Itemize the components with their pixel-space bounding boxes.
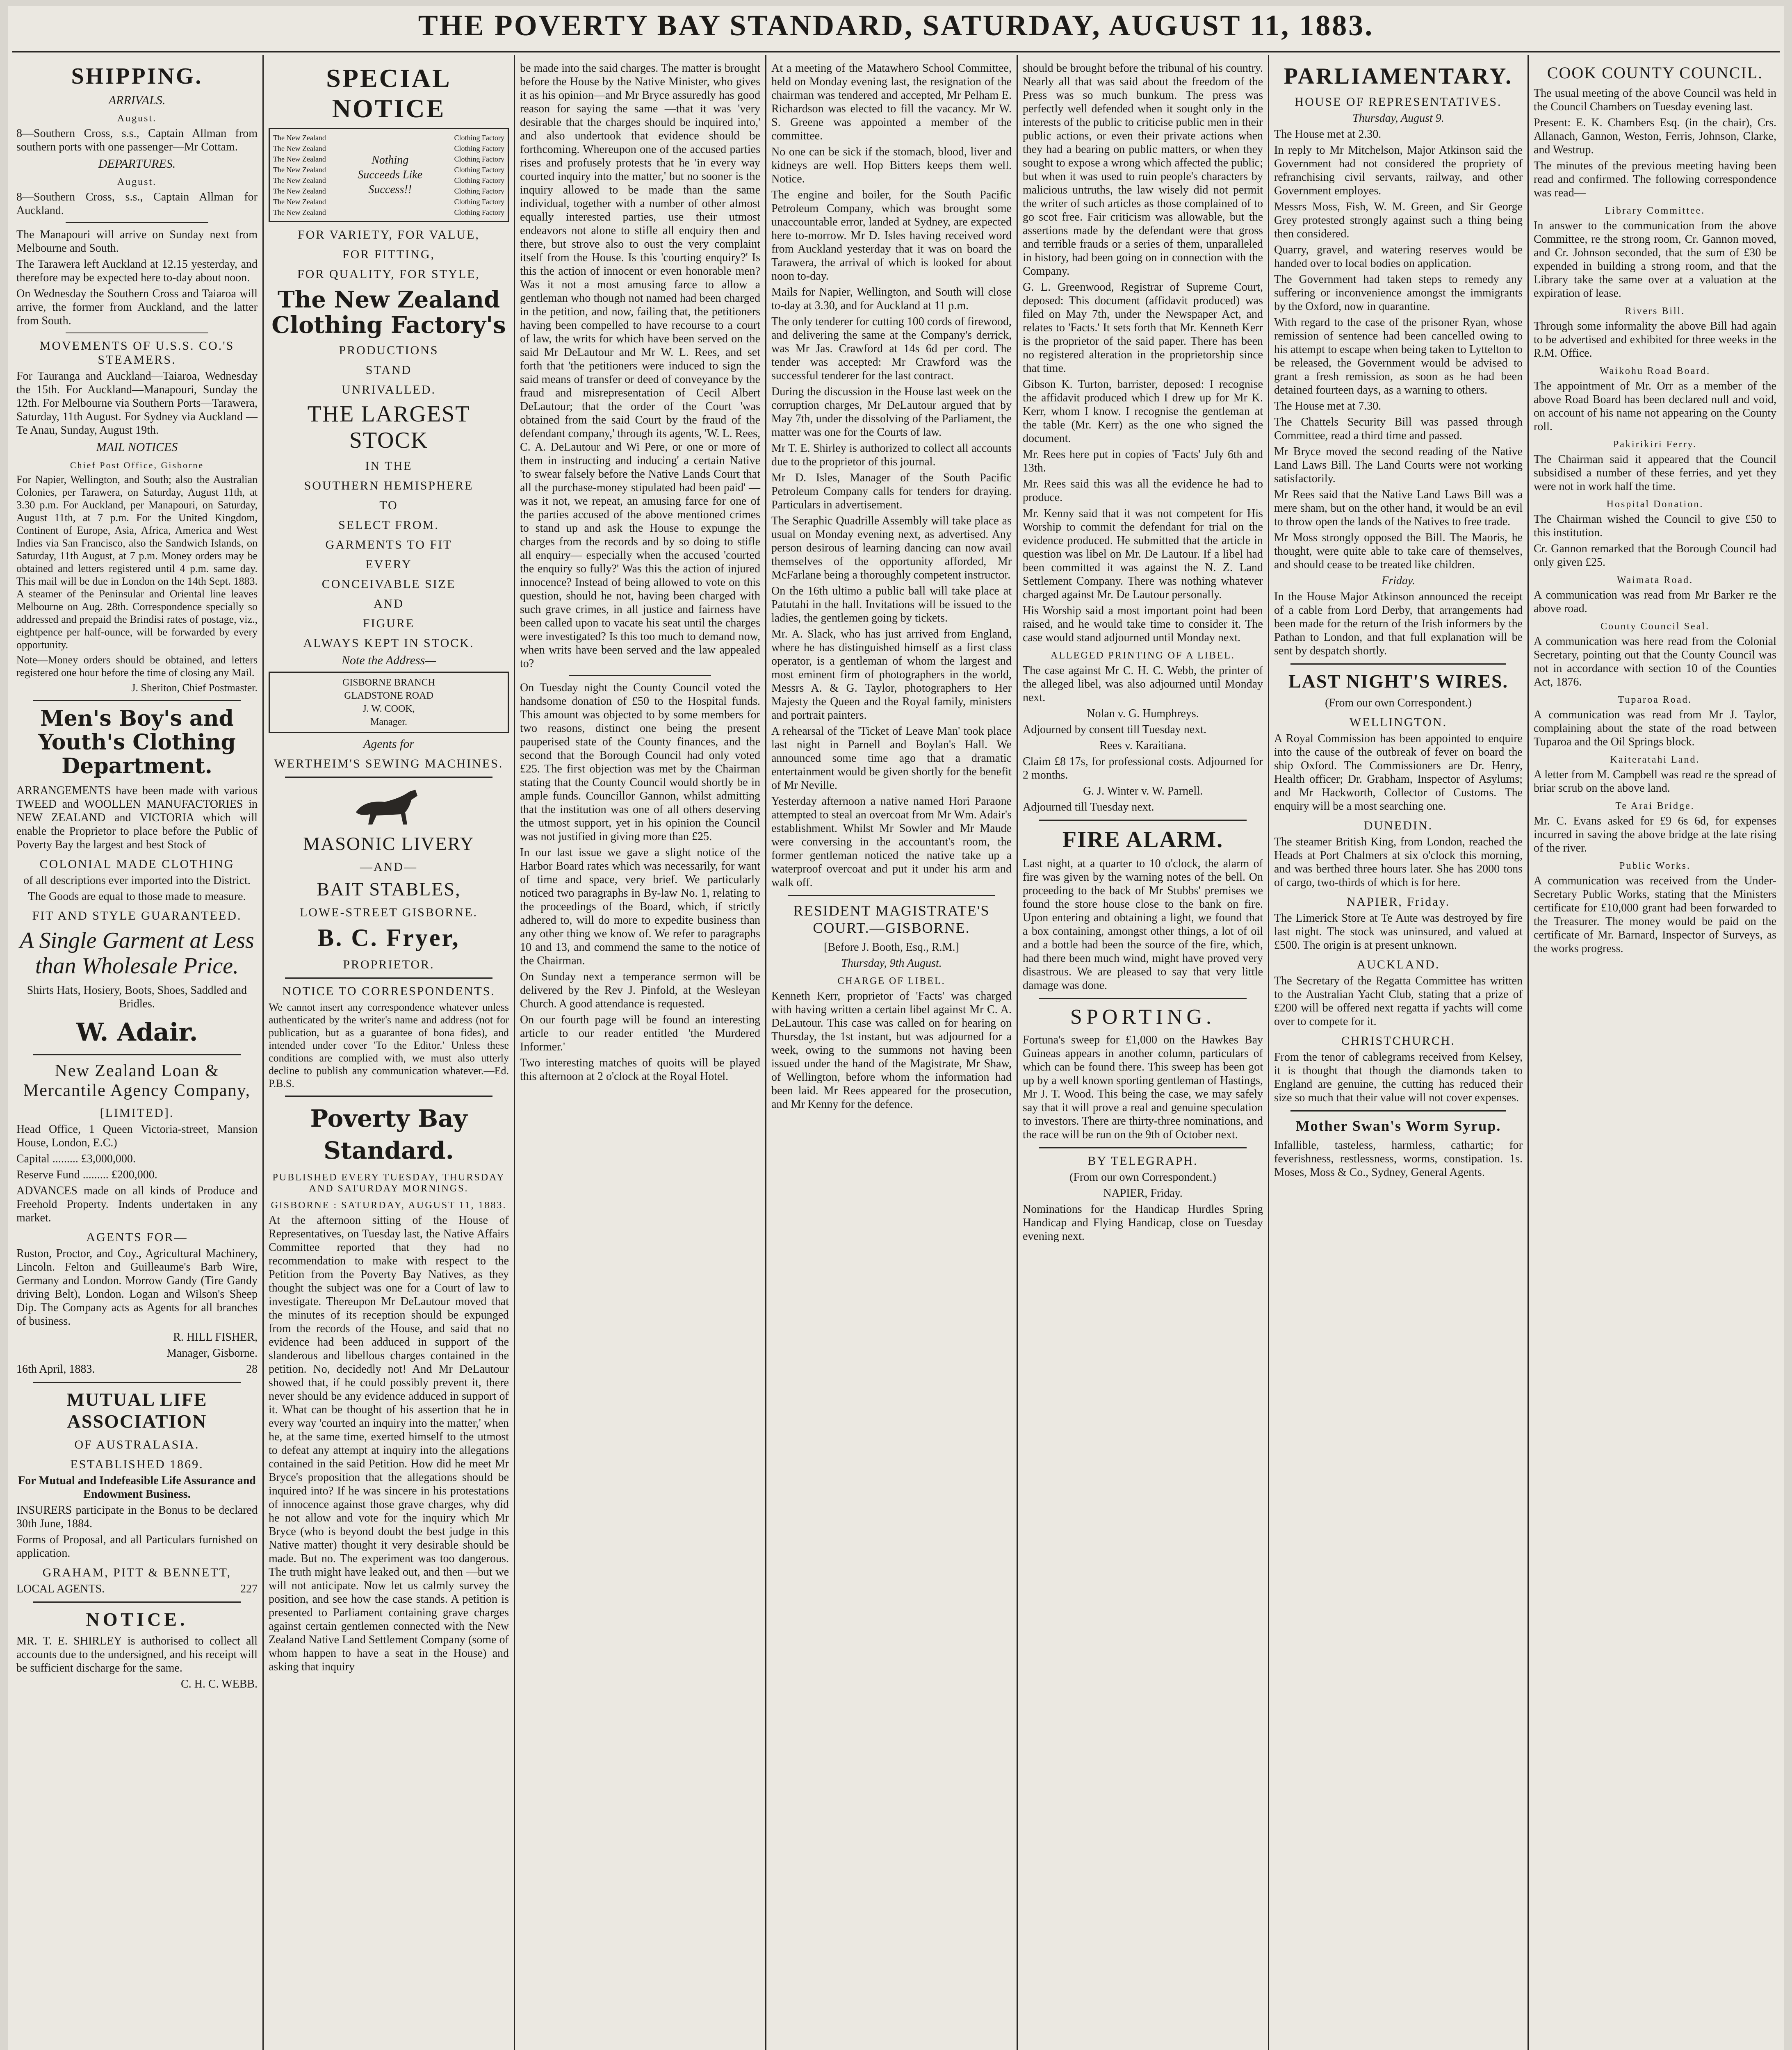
divider xyxy=(33,1601,241,1603)
divider xyxy=(285,777,492,778)
mutual-text: INSURERS participate in the Bonus to be declared 30th June, 1884. xyxy=(16,1504,258,1530)
departures-text: 8—Southern Cross, s.s., Captain Allman for Auckland. xyxy=(16,191,258,217)
capital-row: Capital ......... £3,000,000. xyxy=(16,1153,136,1165)
adair-name: W. Adair. xyxy=(76,1018,198,1047)
column-4 xyxy=(767,59,1016,2050)
fisher-date-row xyxy=(16,1362,258,1376)
council-text: A communication was here read from the Colonial Secretary, pointing out that the County Council was not in accordance with section 10 of the Counties Act, 1876. xyxy=(1534,635,1776,688)
news-item: On the 16th ultimo a public ball will take place at Patutahi in the hall. Invitations will be issued to the ladies, the gentlemen going by tickets. xyxy=(771,585,1012,624)
council-text: The Chairman said it appeared that the Council subsidised a number of these ferries, and yet they were not in work half the time. xyxy=(1534,453,1776,493)
news-item: On Sunday next a temperance sermon will be delivered by the Rev J. Pinfold, at the Wesleyan Church. A good attendance is requested. xyxy=(520,970,760,1010)
news-item: No one can be sick if the stomach, blood, liver and kidneys are well. Hop Bitters keeps them well. Notice. xyxy=(771,146,1012,185)
council-text: Present: E. K. Chambers Esq. (in the chair), Crs. Allanach, Gannon, Weston, Ferris, Johnson, Clarke, and Westrup. xyxy=(1534,116,1776,156)
graham-code: 227 xyxy=(240,1583,258,1595)
waikohu-heading: Waikohu Road Board. xyxy=(1599,366,1711,376)
movements-heading: MOVEMENTS OF U.S.S. CO.'S STEAMERS. xyxy=(39,339,235,367)
clothing-line: Clothing Factory xyxy=(454,176,504,184)
thursday-dateline: Thursday, August 9. xyxy=(1352,112,1444,125)
always-kept: ALWAYS KEPT IN STOCK. xyxy=(303,636,474,650)
clothing-list xyxy=(454,132,505,218)
column-1 xyxy=(12,59,262,2050)
fit-style: FIT AND STYLE GUARANTEED. xyxy=(32,909,242,922)
loan-office: Head Office, 1 Queen Victoria-street, Mansion House, London, E.C.) xyxy=(16,1123,258,1149)
reserve-row: Reserve Fund ......... £200,000. xyxy=(16,1168,157,1181)
parliament-text: The House met at 2.30. xyxy=(1274,128,1382,141)
divider xyxy=(1039,820,1247,821)
news-item: The Seraphic Quadrille Assembly will take place as usual on Monday evening next, as advertised. Any person desirous of learning dancing can now avail themselves of the opportunity afforded, Mr McFarlane being a thoroughly competent instructor. xyxy=(771,515,1012,581)
rees-text: Claim £8 17s, for professional costs. Adjourned for 2 months. xyxy=(1023,755,1263,781)
column-5 xyxy=(1019,59,1267,2050)
clothing-line: Clothing Factory xyxy=(454,187,504,195)
correspondents-heading: NOTICE TO CORRESPONDENTS. xyxy=(282,984,495,998)
works-heading: Public Works. xyxy=(1619,861,1691,871)
postmaster-signature: J. Sheriton, Chief Postmaster. xyxy=(131,682,258,694)
nolan-text: Adjourned by consent till Tuesday next. xyxy=(1023,723,1206,736)
nz-line: The New Zealand xyxy=(273,144,326,153)
motto: Nothing Succeeds Like Success!! xyxy=(358,154,423,196)
column-divider xyxy=(1268,55,1269,2050)
shipping-note: The Manapouri will arrive on Sunday next from Melbourne and South. xyxy=(16,228,258,255)
parliament-text: In reply to Mr Mitchelson, Major Atkinson said the Government had not considered the propriety of refranchising civil servants, railway, and other Government employes. xyxy=(1274,144,1523,197)
cook-name: J. W. COOK, xyxy=(363,704,415,714)
mutual-established: ESTABLISHED 1869. xyxy=(70,1458,204,1471)
telegraph-correspondent: (From our own Correspondent.) xyxy=(1069,1171,1216,1184)
dunedin-text: The steamer British King, from London, reached the Heads at Port Chalmers at six o'clock this morning, and was berthed three hours later. She has 2000 tons of cargo, two-thirds of which is for here. xyxy=(1274,836,1523,889)
parliament-text: Messrs Moss, Fish, W. M. Green, and Sir George Grey protested strongly against such a thing being then considered. xyxy=(1274,200,1523,240)
parliament-text: With regard to the case of the prisoner Ryan, whose remission of sentence had been cancelled owing to his attempt to escape when being taken to Lyttelton to be released, the Government would be advised to grant a fresh remission, as soon as he had been detained fourteen days, as a warning to others. xyxy=(1274,316,1523,396)
column-7 xyxy=(1530,59,1781,2050)
library-heading: Library Committee. xyxy=(1605,205,1705,216)
napier-text: Nominations for the Handicap Hurdles Spring Handicap and Flying Handicap, close on Tuesday evening next. xyxy=(1023,1203,1263,1243)
loan-limited: [LIMITED]. xyxy=(100,1106,174,1120)
wires-sub: (From our own Correspondent.) xyxy=(1325,697,1472,709)
divider xyxy=(1290,663,1506,665)
stand: STAND xyxy=(365,363,412,377)
garments-to-fit: GARMENTS TO FIT xyxy=(325,538,452,551)
winter-case: G. J. Winter v. W. Parnell. xyxy=(1083,785,1203,797)
council-text: The usual meeting of the above Council was held in the Council Chambers on Tuesday evening last. xyxy=(1534,87,1776,113)
capital-label: Capital xyxy=(16,1153,50,1165)
fisher-code: 28 xyxy=(246,1363,258,1376)
clothing-line: Clothing Factory xyxy=(454,134,504,142)
mutual-forms: Forms of Proposal, and all Particulars furnished on application. xyxy=(16,1533,258,1560)
arrivals-heading: ARRIVALS. xyxy=(108,93,166,107)
factory-banner xyxy=(269,128,509,222)
court-text: Mr. Kenny said that it was not competent for His Worship to commit the defendant for trial on the evidence produced. He submitted that the article in question was libel on Mr. De Lautour. If a libel had been committed it was against the N. Z. Land Settlement Company. There was nothing whatever charged against Mr. De Lautour personally. xyxy=(1023,507,1263,601)
mens-clothing-text: ARRANGEMENTS have been made with various TWEED and WOOLLEN MANUFACTORIES in NEW ZEALAND and VICTORIA which will enable the Proprietor to place before the Public of Poverty Bay the largest and best Stock of xyxy=(16,784,258,851)
capital-value: £3,000,000. xyxy=(81,1153,136,1165)
court-text: Gibson K. Turton, barrister, deposed: I recognise the affidavit produced which I drew up for Mr K. Kerr, whom I know. I recognise the gentleman at the table (Mr. Kerr) as the one who signed the document. xyxy=(1023,378,1263,445)
cook-manager: Manager. xyxy=(370,717,407,727)
arai-heading: Te Arai Bridge. xyxy=(1615,801,1695,811)
court-text: His Worship said a most important point had been raised, and he would take time to consider it. The case would stand adjourned until Monday next. xyxy=(1023,604,1263,644)
notice-text: MR. T. E. SHIRLEY is authorised to collect all accounts due to the undersigned, and his receipt will be sufficient discharge for the same. xyxy=(16,1635,258,1674)
lowe-street: LOWE-STREET GISBORNE. xyxy=(299,906,478,919)
agents-for: Agents for xyxy=(363,737,415,751)
fisher-date: 16th April, 1883. xyxy=(16,1363,95,1376)
clothing-line: Clothing Factory xyxy=(454,144,504,153)
parliamentary-heading: PARLIAMENTARY. xyxy=(1284,64,1513,89)
movements-text: For Tauranga and Auckland—Taiaroa, Wednesday the 15th. For Auckland—Manapouri, Sunday the 12th. For Melbourne via Southern Ports—Tarawera, Saturday, 11th August. For Sydney via Auckland — Te Anau, Sunday, August 19th. xyxy=(16,370,258,437)
clothing-line: Clothing Factory xyxy=(454,208,504,216)
council-text: The Chairman wished the Council to give £50 to this institution. xyxy=(1534,513,1776,539)
divider xyxy=(1290,1110,1506,1112)
court-text: The case against Mr C. H. C. Webb, the printer of the alleged libel, was also adjourned until Monday next. xyxy=(1023,664,1263,704)
rm-text: Kenneth Kerr, proprietor of 'Facts' was charged with having written a certain libel against Mr C. A. DeLautour. This case was called on for hearing on Thursday, the 1st instant, but was adjourned for a week, owing to the summons not having been issued under the hand of the Magistrate, Mr Shaw, of Wellington, before whom the information had been laid. Mr Rees appeared for the prosecution, and Mr Kenny for the defence. xyxy=(771,990,1012,1111)
news-item: During the discussion in the House last week on the corruption charges, Mr DeLautour argued that by May 7th, under the dissolving of the Parliament, the matter was one for the Courts of law. xyxy=(771,385,1012,439)
shipping-heading: SHIPPING. xyxy=(71,64,203,89)
address-note: Note the Address— xyxy=(342,654,436,667)
divider xyxy=(33,1382,241,1383)
news-item: At a meeting of the Matawhero School Committee, held on Monday evening last, the resignation of the chairman was tendered and accepted, Mr Pelham E. Richardson was elected to fill the vacancy. Mr W. S. Greene was appointed a member of the committee. xyxy=(771,62,1012,142)
reserve-label: Reserve Fund xyxy=(16,1168,80,1181)
divider xyxy=(788,895,995,896)
fryer-proprietor: PROPRIETOR. xyxy=(343,958,435,971)
news-item: Mr. A. Slack, who has just arrived from England, where he has distinguished himself as a first class operator, is a gentleman of whom the largest and most eminent firm of photographers in the world, Messrs A. & G. Taylor, photographers to Her Majesty the Queen and the Royal family, ministers and portrait painters. xyxy=(771,628,1012,722)
colonial-sub: of all descriptions ever imported into the District. xyxy=(23,874,251,887)
masonic-livery: MASONIC LIVERY xyxy=(303,833,474,854)
council-text: The minutes of the previous meeting having been read and confirmed. The following correspondence was read— xyxy=(1534,159,1776,199)
arrivals-text: 8—Southern Cross, s.s., Captain Allman from southern ports with one passenger—Mr Cottam. xyxy=(16,127,258,153)
cook-county-heading: COOK COUNTY COUNCIL. xyxy=(1547,64,1763,82)
mutual-heading: MUTUAL LIFE ASSOCIATION xyxy=(66,1389,207,1432)
fire-alarm-heading: FIRE ALARM. xyxy=(1062,827,1224,852)
alleged-heading: ALLEGED PRINTING OF A LIBEL. xyxy=(1051,650,1235,661)
parliament-text: In the House Major Atkinson announced the receipt of a cable from Lord Derby, that arrangements had been made for the return of the Irish informers by the Pathan to London, and that full explanation will be sent by despatch shortly. xyxy=(1274,590,1523,657)
gisborne-branch: GISBORNE BRANCH xyxy=(342,677,435,688)
select-from: SELECT FROM. xyxy=(338,518,439,532)
christchurch-heading: CHRISTCHURCH. xyxy=(1341,1034,1456,1048)
mail-note: Note—Money orders should be obtained, and letters registered one hour before the time of closing any Mail. xyxy=(16,654,258,679)
council-text: A communication was read from Mr J. Taylor, complaining about the state of the road between Tuparoa and the Oil Springs block. xyxy=(1534,708,1776,748)
news-item: Mails for Napier, Wellington, and South will close to-day at 3.30, and for Auckland at 11 p.m. xyxy=(771,286,1012,312)
column-divider xyxy=(262,55,264,2050)
mutual-for: For Mutual and Indefeasible Life Assurance and Endowment Business. xyxy=(18,1474,256,1501)
council-text: Mr. C. Evans asked for £9 6s 6d, for expenses incurred in saving the above bridge at the late rising of the river. xyxy=(1534,815,1776,854)
telegraph-heading: BY TELEGRAPH. xyxy=(1088,1154,1198,1168)
agents-heading: AGENTS FOR— xyxy=(86,1230,188,1244)
mail-heading: MAIL NOTICES xyxy=(96,440,178,454)
productions: PRODUCTIONS xyxy=(339,344,439,357)
court-text: Mr. Rees said this was all the evidence he had to produce. xyxy=(1023,478,1263,504)
column-2 xyxy=(264,59,513,2050)
dunedin-heading: DUNEDIN. xyxy=(1363,819,1433,832)
court-text: Mr. Rees here put in copies of 'Facts' July 6th and 13th. xyxy=(1023,448,1263,474)
nz-line: The New Zealand xyxy=(273,208,326,216)
graham-title-row xyxy=(16,1582,258,1596)
single-garment: A Single Garment at Less than Wholesale Price. xyxy=(20,928,254,979)
napier-text: The Limerick Store at Te Aute was destroyed by fire last night. The stock was uninsured, and valued at £500. The origin is at present unknown. xyxy=(1274,912,1523,952)
nz-line: The New Zealand xyxy=(273,134,326,142)
court-text: G. L. Greenwood, Registrar of Supreme Court, deposed: This document (affidavit produced) was filed on May 7th, under the Newspaper Act, and relates to 'Facts.' It sets forth that Mr. Kenneth Kerr is the proprietor of the said paper. There has been no registered alteration in the proprietorship since that time. xyxy=(1023,281,1263,375)
fisher-name: R. HILL FISHER, xyxy=(173,1331,258,1344)
winter-text: Adjourned till Tuesday next. xyxy=(1023,801,1154,813)
wertheim: WERTHEIM'S SEWING MACHINES. xyxy=(274,757,504,770)
reserve-value: £200,000. xyxy=(111,1168,157,1181)
news-item: The engine and boiler, for the South Pacific Petroleum Company, which was brought some unaccountable error, landed at Sydney, are expected here to-morrow. Mr D. Isles having received word from Auckland yesterday that it was on board the Tarawera, the arrival of which is looked for about noon to-day. xyxy=(771,189,1012,282)
pbs-title: Poverty Bay Standard. xyxy=(310,1105,467,1164)
column-3 xyxy=(516,59,764,2050)
newspaper-page xyxy=(8,6,1784,2050)
swan-text: Infallible, tasteless, harmless, cathartic; for feverishness, restlessness, worms, constipation. 1s. Moses, Moss & Co., Sydney, General Agents. xyxy=(1274,1139,1523,1179)
mail-text: For Napier, Wellington, and South; also the Australian Colonies, per Tarawera, on Saturday, August 11th, at 3.30 p.m. For Auckland, per Manapouri, on Saturday, August 11th, at 7 p.m. For the United Kingdom, Continent of Europe, Asia, Africa, America and West Indies via San Francisco, also the Sandwich Islands, on Saturday, 11th August, at 7 p.m. Money orders may be obtained and letters registered until 4 p.m. same day. This mail will be due in London on the 14th Sept. 1883. A steamer of the Peninsular and Oriental line leaves Melbourne on Aug. 28th. Correspondence specially so addressed and prepaid the Brindisi rates of postage, viz., eightpence per half-ounce, will be forwarded by every opportunity. xyxy=(16,474,258,651)
variety-line: FOR VARIETY, FOR VALUE, xyxy=(298,228,480,241)
shipping-note: On Wednesday the Southern Cross and Taiaroa will arrive, the former from Auckland, and the latter from South. xyxy=(16,287,258,327)
column-divider xyxy=(1017,55,1018,2050)
column-6 xyxy=(1270,59,1527,2050)
sporting-text: Fortuna's sweep for £1,000 on the Hawkes Bay Guineas appears in another column, particulars of which can be found there. This sweep has been got up by a well known sporting gentleman of Hastings, Mr J. T. Wood. This being the case, we may safely say that it will prove a real and genuine speculation to investors. There are thirty-three nominations, and the race will be run on the 9th of October next. xyxy=(1023,1034,1263,1141)
fisher-title: Manager, Gisborne. xyxy=(166,1347,258,1360)
correspondents-text: We cannot insert any correspondence whatever unless authenticated by the writer's name and address (not for publication, but as a guarantee of bona fides), and intended under cover 'To the Editor.' Unless these conditions are complied with, we must also utterly decline to publish any communication whatever.—Ed. P.B.S. xyxy=(269,1001,509,1089)
council-text: Through some informality the above Bill had again to be advertised and exhibited for three weeks in the R.M. Office. xyxy=(1534,320,1776,360)
goods-note: The Goods are equal to those made to measure. xyxy=(28,890,246,903)
kaiteratahi-heading: Kaiteratahi Land. xyxy=(1610,754,1700,765)
editorial-continued: be made into the said charges. The matter is brought before the House by the Native Minister, who gives it as his opinion—and Mr Bryce assuredly has good reason for saying the same —that it was 'very desirable that the charges should be inquired into,' and also undertook that evidence should be forthcoming. Whereupon one of the accused parties rises and profusely protests that he 'in every way courted inquiry into the matter,' but no sooner is the inquiry allowed to be made than the same individual, together with a number of other almost equally interested parties, use their utmost endeavors not alone to stifle all enquiry then and there, but strove also to oust the very complaint itself from the House. Is this 'courting enquiry?' Is this the action of innocent or even honorable men? Was it not a most amusing farce to allow a gentleman who though not named had been charged in the petition, and now, failing that, the petitioners having been compelled to have recourse to a court of law, the writs for which have been served on the said Mr DeLautour and Mr W. L. Rees, and set forth that 'the petitioners were induced to sign the said means of transfer or deed of conveyance by the fraud and misrepresentation of Cecil Albert DeLautour; that the order of the Court 'was obtained from the said Court by the fraud of the defendant company,' through its agents, 'W. L. Rees, C. A. DeLautour and Wi Pere, or one or more of them in instructing and inducing' a certain Native 'to swear falsely before the Native Lands Court that all the purchase-money stipulated had been paid' —was it not, we repeat, an amusing farce for one of the parties accused of the above mentioned crimes to stand up and ask the House to expunge the charges from the records and by so doing to stifle all enquiry— especially when the accused 'courted the enquiry so fully?' Was this the action of injured innocence? Instead of being allowed to vote on this question, should he not, having been charged with such grave crimes, in all justice and fairness have been called upon to vacate his seat until the charges were investigated? Is this too much to demand now, when writs have been served and the law appealed to? xyxy=(520,62,760,670)
notice-heading: NOTICE. xyxy=(86,1609,188,1630)
nz-list xyxy=(273,132,326,218)
news-item: On our fourth page will be found an interesting article to our reader entitled 'the Murdered Informer.' xyxy=(520,1014,760,1053)
divider xyxy=(285,977,492,979)
divider xyxy=(1039,1147,1247,1148)
and-dash: —AND— xyxy=(360,860,417,874)
news-item: The only tenderer for cutting 100 cords of firewood, and delivering the same at the Company's derrick, was Mr Jas. Crawford at 14s 6d per cord. The tender was accepted: Mr Crawford was the successful tenderer for the last contract. xyxy=(771,315,1012,382)
parliament-text: Quarry, gravel, and watering reserves would be handed over to local bodies on application. xyxy=(1274,244,1523,270)
hospital-heading: Hospital Donation. xyxy=(1606,499,1704,510)
quality-line: FOR QUALITY, FOR STYLE, xyxy=(297,267,480,281)
napier-dateline: NAPIER, Friday. xyxy=(1103,1187,1183,1200)
departures-heading: DEPARTURES. xyxy=(98,157,176,171)
and-line: AND xyxy=(374,597,404,610)
published-line: PUBLISHED EVERY TUESDAY, THURSDAY AND SATURDAY MORNINGS. xyxy=(272,1172,505,1194)
horse-icon xyxy=(348,784,430,829)
sporting-heading: SPORTING. xyxy=(1070,1005,1216,1029)
shipping-note: The Tarawera left Auckland at 12.15 yesterday, and therefore may be expected here to-day about noon. xyxy=(16,258,258,284)
graham-title: LOCAL AGENTS. xyxy=(16,1583,105,1595)
fitting-line: FOR FITTING, xyxy=(342,248,435,261)
council-text: Cr. Gannon remarked that the Borough Council had only given £25. xyxy=(1534,542,1776,569)
to-line: TO xyxy=(379,499,398,512)
council-text: In answer to the communication from the above Committee, re the strong room, Cr. Gannon moved, and Cr. Johnson seconded, that the sum of £30 be expended in building a strong room, and that the Library take the same over at a valuation at the expiration of lease. xyxy=(1534,219,1776,300)
parliament-text: The Government had taken steps to remedy any suffering or inconvenience amongst the immigrants by the Oxford, now in quarantine. xyxy=(1274,273,1523,313)
figure: FIGURE xyxy=(363,617,415,630)
nz-line: The New Zealand xyxy=(273,176,326,184)
divider xyxy=(33,700,241,701)
house-heading: HOUSE OF REPRESENTATIVES. xyxy=(1295,95,1502,109)
clothing-line: Clothing Factory xyxy=(454,166,504,174)
council-text: A communication was read from Mr Barker re the above road. xyxy=(1534,589,1776,615)
special-notice-heading: SPECIAL NOTICE xyxy=(326,64,451,123)
parliament-text: Mr Rees said that the Native Land Laws Bill was a mere sham, but on the other hand, it would be an evil to throw open the lands of the Natives to free trade. xyxy=(1274,488,1523,528)
departures-month: August. xyxy=(117,177,157,187)
parliament-text: The Chattels Security Bill was passed through Committee, read a third time and passed. xyxy=(1274,416,1523,442)
gladstone-road: GLADSTONE ROAD xyxy=(344,690,433,701)
nolan-case: Nolan v. G. Humphreys. xyxy=(1087,707,1199,720)
rm-court-heading: RESIDENT MAGISTRATE'S COURT.—GISBORNE. xyxy=(793,902,990,936)
southern-hemisphere: SOUTHERN HEMISPHERE xyxy=(304,479,474,492)
wires-heading: LAST NIGHT'S WIRES. xyxy=(1288,671,1509,692)
every: EVERY xyxy=(365,558,412,571)
news-item: Two interesting matches of quoits will be played this afternoon at 2 o'clock at the Royal Hotel. xyxy=(520,1057,760,1083)
colonial-clothing: COLONIAL MADE CLOTHING xyxy=(39,857,235,871)
arrivals-month: August. xyxy=(117,113,157,124)
masthead-title: THE POVERTY BAY STANDARD, SATURDAY, AUGUST 11, 1883. xyxy=(418,9,1374,42)
mail-subheading: Chief Post Office, Gisborne xyxy=(70,460,204,470)
loan-company-heading: New Zealand Loan & Mercantile Agency Company, xyxy=(23,1061,251,1100)
seal-heading: County Council Seal. xyxy=(1600,621,1710,632)
fryer-name: B. C. Fryer, xyxy=(317,924,460,951)
rm-date: Thursday, 9th August. xyxy=(841,957,942,970)
rm-charge: CHARGE OF LIBEL. xyxy=(837,976,946,986)
in-the: IN THE xyxy=(365,459,413,473)
parliament-text: Mr Bryce moved the second reading of the Native Land Laws Bill. The Land Courts were not working satisfactorily. xyxy=(1274,445,1523,485)
divider xyxy=(285,1096,492,1097)
divider xyxy=(569,675,711,676)
clothing-line: Clothing Factory xyxy=(454,198,504,206)
nz-line: The New Zealand xyxy=(273,155,326,163)
nz-line: The New Zealand xyxy=(273,166,326,174)
news-item: Mr D. Isles, Manager of the South Pacific Petroleum Company calls for tenders for draying. Particulars in advertisement. xyxy=(771,472,1012,511)
friday-dateline: Friday. xyxy=(1382,574,1415,587)
divider xyxy=(1039,998,1247,999)
mens-clothing-heading: Men's Boy's and Youth's Clothing Department. xyxy=(38,706,236,779)
swan-heading: Mother Swan's Worm Syrup. xyxy=(1295,1118,1501,1134)
napier-heading: NAPIER, Friday. xyxy=(1346,895,1450,909)
conceivable-size: CONCEIVABLE SIZE xyxy=(321,577,456,591)
rees-case: Rees v. Karaitiana. xyxy=(1099,739,1186,752)
council-text: A communication was received from the Under-Secretary Public Works, stating that the Ministers certificate for £10,000 grant had been forwarded to the Treasurer. The money would be paid on the certificate of Mr. Barnard, Inspector of Surveys, as the works progress. xyxy=(1534,875,1776,955)
column-divider xyxy=(514,55,515,2050)
rivers-heading: Rivers Bill. xyxy=(1625,306,1685,317)
parliament-text: Mr Moss strongly opposed the Bill. The Maoris, he thought, were quite able to take care of themselves, and should cease to be treated like children. xyxy=(1274,531,1523,571)
mutual-subheading: OF AUSTRALASIA. xyxy=(74,1438,200,1451)
unrivalled: UNRIVALLED. xyxy=(342,383,436,396)
masthead-rule xyxy=(12,51,1780,52)
christchurch-text: From the tenor of cablegrams received from Kelsey, it is thought that though the diamonds taken to England are genuine, the cutting has reduced their size so much that their value will not cover expenses. xyxy=(1274,1051,1523,1104)
news-item: A rehearsal of the 'Ticket of Leave Man' took place last night in Parnell and Boylan's Hall. We announced some time ago that a dramatic entertainment would be given shortly for the benefit of Mr Neville. xyxy=(771,725,1012,792)
nz-line: The New Zealand xyxy=(273,198,326,206)
auckland-heading: AUCKLAND. xyxy=(1357,958,1440,971)
agents-text: Ruston, Proctor, and Coy., Agricultural Machinery, Lincoln. Felton and Guilleaume's Barb Wire, Germany and London. Morrow Gandy (Tire Gandy driving Belt), London. Logan and Wilson's Sheep Dip. The Company acts as Agents for all branches of business. xyxy=(16,1247,258,1328)
wellington-heading: WELLINGTON. xyxy=(1349,715,1448,729)
tuparoa-heading: Tuparoa Road. xyxy=(1618,695,1692,705)
column-divider xyxy=(765,55,766,2050)
nz-clothing-factory: The New Zealand Clothing Factory's xyxy=(271,286,506,339)
rm-before: [Before J. Booth, Esq., R.M.] xyxy=(824,941,959,954)
parliament-text: The House met at 7.30. xyxy=(1274,400,1382,412)
bait-stables: BAIT STABLES, xyxy=(317,879,461,900)
council-text: A letter from M. Campbell was read re the spread of briar scrub on the above land. xyxy=(1534,768,1776,795)
shirts-hats: Shirts Hats, Hosiery, Boots, Shoes, Saddled and Bridles. xyxy=(27,984,247,1010)
gisborne-branch-box xyxy=(269,672,509,733)
news-item: In our last issue we gave a slight notice of the Harbor Board rates which was necessarily, for want of time and space, very brief. We particularly noticed two paragraphs in By-law No. 1, relating to the proceedings of the Board, which, if strictly adhered to, will do more to expedite business than any other thing we know of. We refer to paragraphs 10 and 13, and commend the same to the notice of the Chairman. xyxy=(520,846,760,967)
nz-line: The New Zealand xyxy=(273,187,326,195)
advances-text: ADVANCES made on all kinds of Produce and Freehold Property. Indents undertaken in any market. xyxy=(16,1184,258,1224)
divider xyxy=(66,222,208,223)
editorial-text: At the afternoon sitting of the House of Representatives, on Tuesday last, the Native Affairs Committee reported that they had no recommendation to make with respect to the Petition from the Poverty Bay Natives, as they thought the subject was one for a Court of law to investigate. Thereupon Mr DeLautour moved that the minutes of its reception should be expunged from the records of the House, and said that no evidence had been adduced in support of the slanderous and libellous charges contained in the petition. No, decidedly not! And Mr DeLautour showed that, if he could possibly prevent it, there never should be any evidence adduced in support of it. What can be thought of his assertion that he in every way 'courted an inquiry into the matter,' when he, at the same time, exerted himself to the utmost to defeat any attempt at inquiry into the allegations contained in the said Petition. How did he meet Mr Bryce's proposition that the allegations should be inquired into? If he was sincere in his protestations of innocence against those grave charges, why did he not allow and vote for the inquiry which Mr Bryce (who is beyond doubt the best judge in this Native matter) thought it very desirable should be made. But no. The experiment was too dangerous. The truth might have leaked out, and then —but we will not anticipate. Now let us calmly survey the position, and see how the case stands. A petition is presented to Parliament containing grave charges against certain gentlemen connected with the New Zealand Native Land Settlement Company (some of whom happen to have a seat in the House) and asking that inquiry xyxy=(269,1214,509,1673)
divider xyxy=(33,1054,241,1055)
fire-text: Last night, at a quarter to 10 o'clock, the alarm of fire was given by the warning notes of the bell. On proceeding to the back of Mr Stubbs' premises we found the store house close to the bank on fire. Upon entering and obtaining a light, we found that a box containing, amongst other things, a lot of oil and a bottle had been the source of the fire, which, had there been much wind, might have proved very disastrous. We are pleased to say that very little damage was done. xyxy=(1023,857,1263,992)
news-item: Mr T. E. Shirley is authorized to collect all accounts due to the proprietor of this journal. xyxy=(771,442,1012,468)
webb-signature: C. H. C. WEBB. xyxy=(181,1678,258,1690)
clothing-line: Clothing Factory xyxy=(454,155,504,163)
wellington-text: A Royal Commission has been appointed to enquire into the cause of the outbreak of fever on board the ship Oxford. The Commissioners are Dr. Henry, Health officer; Dr. Grabham, Inspector of Asylums; and Mr Hackworth, Collector of Customs. The enquiry will be a most searching one. xyxy=(1274,732,1523,813)
waimata-heading: Waimata Road. xyxy=(1616,575,1694,585)
pakirikiri-heading: Pakirikiri Ferry. xyxy=(1613,439,1697,450)
news-item: On Tuesday night the County Council voted the handsome donation of £50 to the Hospital funds. This amount was objected to by some members for two reasons, distinct one being the present pauperised state of the County finances, and the second that the Borough Council had only voted £25. The first objection was met by the Chairman stating that the County Council would shortly be in ample funds. Councillor Gannon, whilst admitting that the institution was one of all others deserving the utmost support, yet in his opinion the Council was not justified in giving more than £25. xyxy=(520,681,760,843)
graham-name: GRAHAM, PITT & BENNETT, xyxy=(42,1566,232,1579)
column-divider xyxy=(1528,55,1529,2050)
council-text: The appointment of Mr. Orr as a member of the above Road Board has been declared null and void, on account of his name not appearing on the County roll. xyxy=(1534,380,1776,433)
dateline: GISBORNE : SATURDAY, AUGUST 11, 1883. xyxy=(271,1200,507,1211)
news-item: Yesterday afternoon a native named Hori Paraone attempted to steal an overcoat from Mr Wm. Adair's establishment. Whilst Mr Sowler and Mr Maude were conversing in the accountant's room, the former gentleman noticed the native take up a waterproof overcoat and put it under his arm and walk off. xyxy=(771,795,1012,889)
court-text: should be brought before the tribunal of his country. Nearly all that was said about the freedom of the Press was so much bunkum. The press was perfectly well defended when it sought only in the interests of the public to criticise public men in their public actions, or even their private actions when they had a bearing on public matters, or when they sought to expose a wrong which affected the public; but when it was used to ruin people's characters by malicious untruths, the law wisely did not permit the writer of such articles as those complained of to go scot free. Fair criticism was allowable, but the assertions made by the defendant were that gross and terrible frauds or a series of them, unparalleled in history, had been going on in connection with the Company. xyxy=(1023,62,1263,278)
largest-stock: THE LARGEST STOCK xyxy=(307,401,470,453)
auckland-text: The Secretary of the Regatta Committee has written to the Australian Yacht Club, stating that a prize of £200 will be offered next regatta if yachts will come over to compete for it. xyxy=(1274,975,1523,1028)
